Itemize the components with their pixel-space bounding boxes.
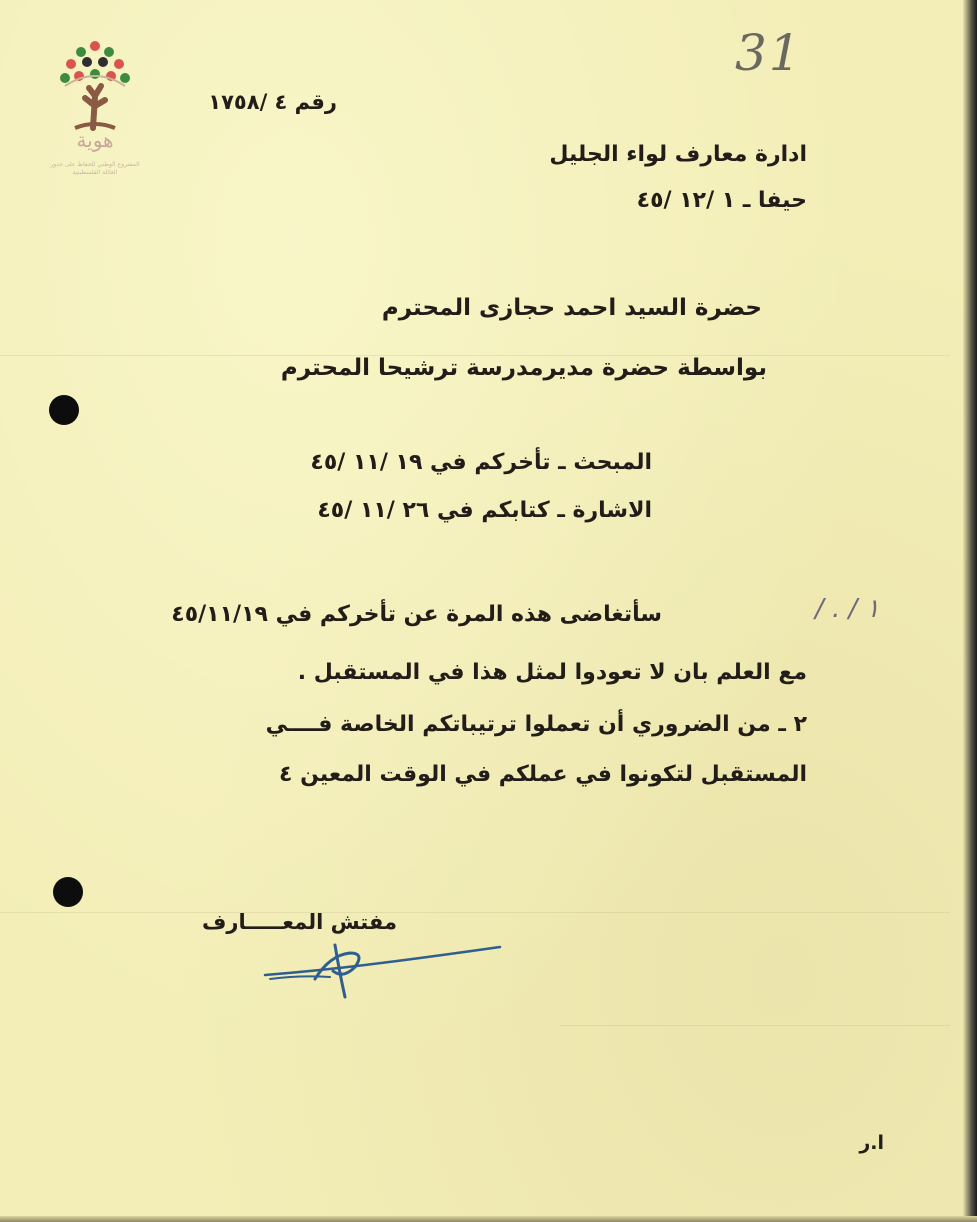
- addressee-line-1: حضرة السيد احمد حجازى المحترم: [381, 295, 762, 321]
- signatory-title: مفتش المعـــــارف: [202, 910, 397, 934]
- reference-line: الاشارة ـ كتابكم في ٢٦ /١١ /٤٥: [317, 498, 652, 523]
- page-edge-shadow: [963, 0, 977, 1222]
- subject-line: المبحث ـ تأخركم في ١٩ /١١ /٤٥: [310, 450, 652, 475]
- punch-hole: [49, 395, 79, 425]
- logo-caption: المشروع الوطني للحفاظ على جذور العائلة الفلسطينية: [50, 161, 140, 176]
- margin-marks: / . / ١: [815, 594, 880, 624]
- body-paragraph-2-line-1: ٢ ـ من الضروري أن تعملوا ترتيباتكم الخاصة فــــي: [265, 712, 807, 737]
- page-number: 31: [735, 24, 803, 82]
- addressee-line-2: بواسطة حضرة مديرمدرسة ترشيحا المحترم: [280, 355, 767, 381]
- tree-icon: [45, 36, 145, 131]
- body-paragraph-1-line-2: مع العلم بان لا تعودوا لمثل هذا في المستقبل .: [297, 660, 807, 685]
- body-paragraph-2-line-2: المستقبل لتكونوا في عملكم في الوقت المعين ٤: [278, 762, 807, 787]
- logo-title: هوية: [76, 128, 114, 152]
- reference-number: رقم ٤ /١٧٥٨: [208, 90, 337, 114]
- faint-ruled-line: [0, 912, 950, 913]
- body-paragraph-1-line-1: سأتغاضى هذه المرة عن تأخركم في ٤٥/١١/١٩: [171, 602, 662, 627]
- footer-initials: ا.ر: [859, 1132, 884, 1154]
- place-date: حيفا ـ ١ /١٢ /٤٥: [636, 188, 807, 213]
- punch-hole: [53, 877, 83, 907]
- department-name: ادارة معارف لواء الجليل: [549, 142, 807, 167]
- heritage-logo: [45, 36, 145, 196]
- faint-ruled-line: [560, 1025, 950, 1026]
- handwritten-signature: [255, 935, 505, 1000]
- page-edge-bottom: [0, 1216, 977, 1222]
